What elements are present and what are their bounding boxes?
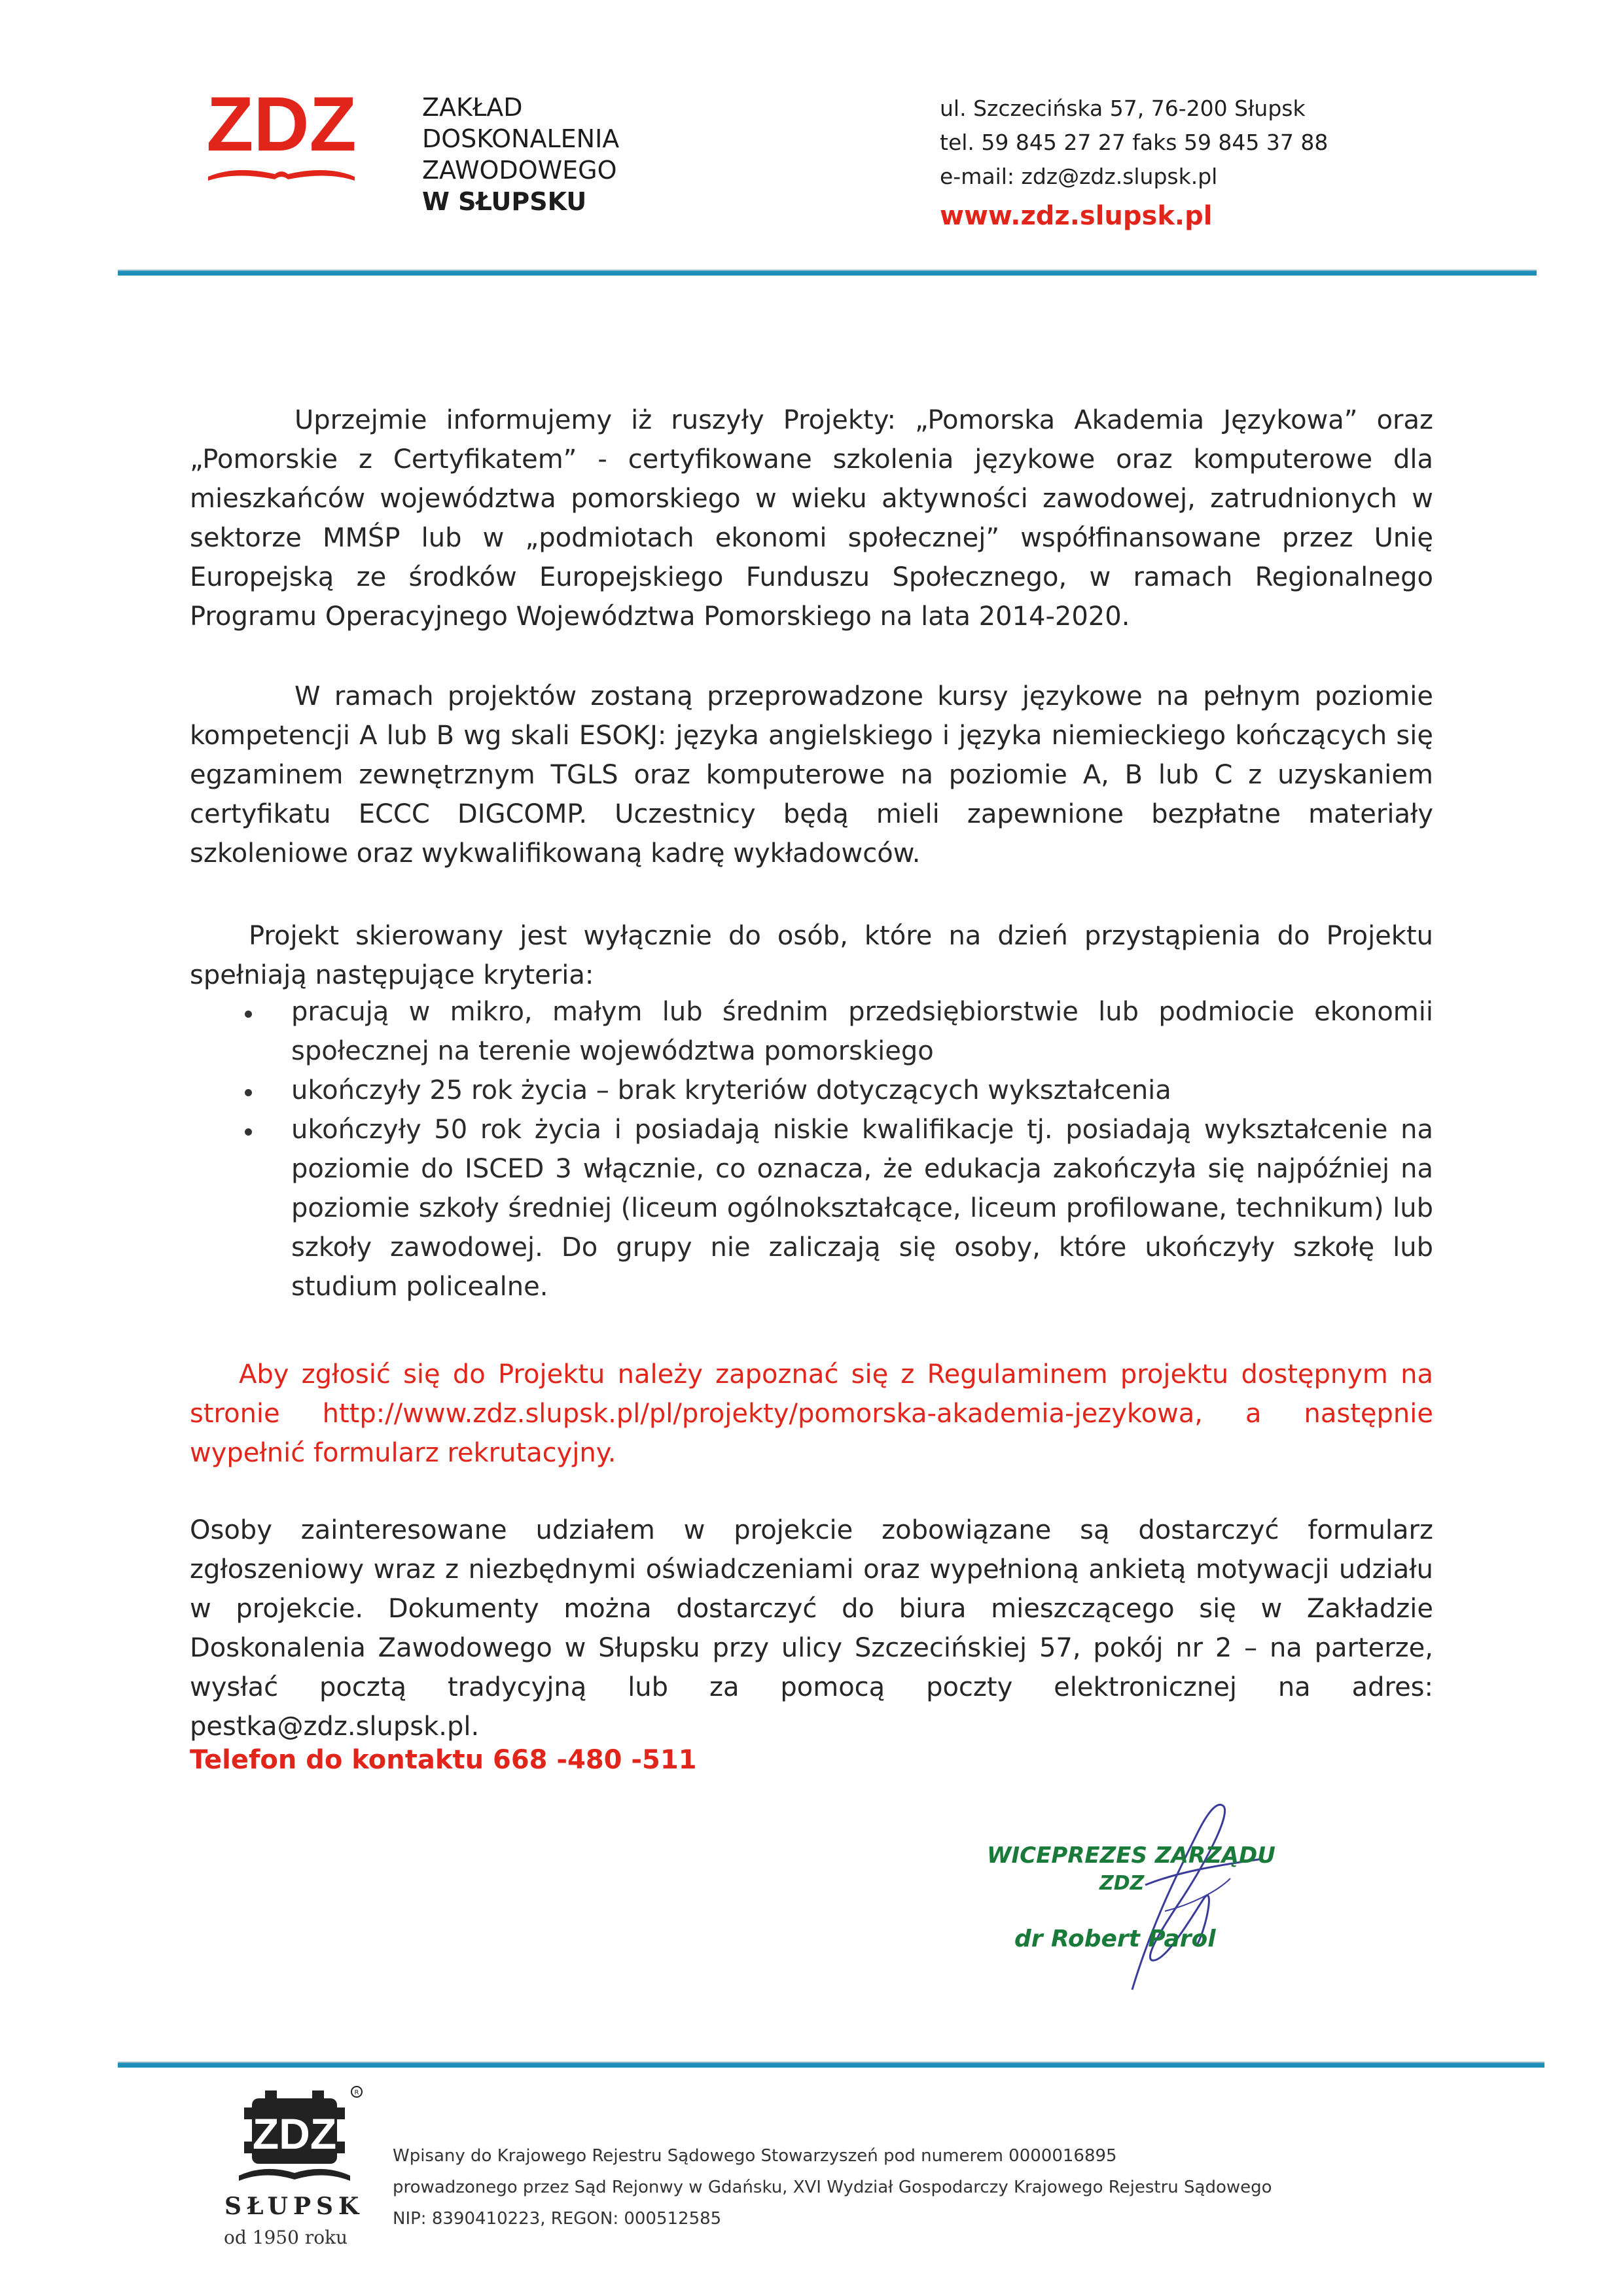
registration-line: NIP: 8390410223, REGON: 000512585: [393, 2209, 722, 2229]
phone-fax: tel. 59 845 27 27 faks 59 845 37 88: [940, 130, 1329, 155]
svg-text:R: R: [354, 2089, 359, 2096]
list-item: ukończyły 50 rok życia i posiadają niskie kwalifikacje tj. posiadają wykształcenie na poziomie do ISCED 3 włącznie, co oznacza, że edukacja zakończyła się najpóźniej na poziomie szkoły średniej (liceum ogólnokształcące, liceum profilowane, technikum) lub szkoły zawodowej. Do grupy nie zaliczają się osoby, które ukończyły szkołę lub studium policealne.: [242, 1110, 1433, 1306]
registration-notice-text: Aby zgłosić się do Projektu należy zapoznać się z Regulaminem projektu dostępnym na stronie http://www.zdz.slupsk.pl/pl/projekty/pomorska-akademia-jezykowa, a następnie wypełnić formularz rekrutacyjny.: [190, 1359, 1433, 1468]
gear-logo-text: ZDZ: [252, 2109, 337, 2158]
header-divider: [118, 270, 1537, 276]
registration-info: [393, 2140, 1272, 2234]
registration-line: prowadzonego przez Sąd Rejonwy w Gdańsku, XVI Wydział Gospodarczy Krajowego Rejestru Sądowego: [393, 2178, 1272, 2197]
courses-paragraph: [190, 677, 1433, 873]
registration-notice: [190, 1355, 1433, 1473]
eligibility-paragraph-text: Projekt skierowany jest wyłącznie do osób, które na dzień przystąpienia do Projektu spełniają następujące kryteria:: [190, 921, 1433, 990]
org-name: [422, 92, 619, 217]
zdz-logo-text: ZDZ: [206, 81, 357, 168]
stamp-title: WICEPREZES ZARZĄDU: [987, 1842, 1275, 1869]
stamp-org: ZDZ: [1099, 1872, 1145, 1895]
registration-line: Wpisany do Krajowego Rejestru Sądowego Stowarzyszeń pod numerem 0000016895: [393, 2146, 1117, 2166]
list-item: ukończyły 25 rok życia – brak kryteriów dotyczących wykształcenia: [242, 1071, 1433, 1110]
stamp-name: dr Robert Parol: [1014, 1926, 1216, 1952]
courses-paragraph-text: W ramach projektów zostaną przeprowadzone kursy językowe na pełnym poziomie kompetencji A lub B wg skali ESOKJ: języka angielskiego i języka niemieckiego kończących się egzaminem zewnętrznym TGLS oraz komputerowe na poziomie A, B lub C z uzyskaniem certyfikatu ECCC DIGCOMP. Uczestnicy będą mieli zapewnione bezpłatne materiały szkoleniowe oraz wykwalifikowaną kadrę wykładowców.: [190, 681, 1433, 869]
book-swoosh-icon: [208, 170, 355, 181]
documents-paragraph-text: Osoby zainteresowane udziałem w projekcie zobowiązane są dostarczyć formularz zgłoszeniowy wraz z niezbędnymi oświadczeniami oraz wypełnioną ankietą motywacji udziału w projekcie. Dokumenty można dostarczyć do biura mieszczącego się w Zakładzie Doskonalenia Zawodowego w Słupsku przy ulicy Szczecińskiej 57, pokój nr 2 – na parterze, wysłać pocztą tradycyjną lub za pomocą poczty elektronicznej na adres: pestka@zdz.slupsk.pl.: [190, 1515, 1433, 1742]
contact-phone: Telefon do kontaktu 668 -480 -511: [190, 1745, 697, 1775]
bullet-icon: [245, 1011, 252, 1018]
footer-since: od 1950 roku: [224, 2227, 348, 2248]
org-name-line: DOSKONALENIA: [422, 124, 620, 153]
org-name-line: W SŁUPSKU: [422, 187, 587, 216]
zdz-logo: [196, 79, 366, 196]
footer-divider: [118, 2062, 1544, 2068]
criteria-list: [242, 992, 1433, 1306]
bullet-icon: [245, 1089, 252, 1096]
org-name-line: ZAWODOWEGO: [422, 156, 617, 185]
intro-paragraph-text: Uprzejmie informujemy iż ruszyły Projekty: „Pomorska Akademia Językowa” oraz „Pomorskie z Certyfikatem” - certyfikowane szkolenia językowe oraz komputerowe dla mieszkańców województwa pomorskiego w wieku aktywności zawodowej, zatrudnionych w sektorze MMŚP lub w „podmiotach ekonomi społecznej” współfinansowane przez Unię Europejską ze środków Europejskiego Funduszu Społecznego, w ramach Regionalnego Programu Operacyjnego Województwa Pomorskiego na lata 2014-2020.: [190, 405, 1433, 632]
org-name-line: ZAKŁAD: [422, 93, 523, 122]
signature-icon: [982, 1793, 1322, 2009]
contact-block: [940, 92, 1328, 233]
website-link[interactable]: www.zdz.slupsk.pl: [940, 201, 1213, 231]
address: ul. Szczecińska 57, 76-200 Słupsk: [940, 96, 1306, 121]
documents-paragraph: [190, 1511, 1433, 1746]
list-item: pracują w mikro, małym lub średnim przedsiębiorstwie lub podmiocie ekonomii społecznej na terenie województwa pomorskiego: [242, 992, 1433, 1071]
zdz-gear-logo: [226, 2085, 363, 2190]
footer-city: SŁUPSK: [224, 2193, 365, 2220]
email-link[interactable]: e-mail: zdz@zdz.slupsk.pl: [940, 164, 1218, 189]
intro-paragraph: [190, 401, 1433, 636]
bullet-icon: [245, 1128, 252, 1136]
eligibility-paragraph: [190, 916, 1433, 995]
